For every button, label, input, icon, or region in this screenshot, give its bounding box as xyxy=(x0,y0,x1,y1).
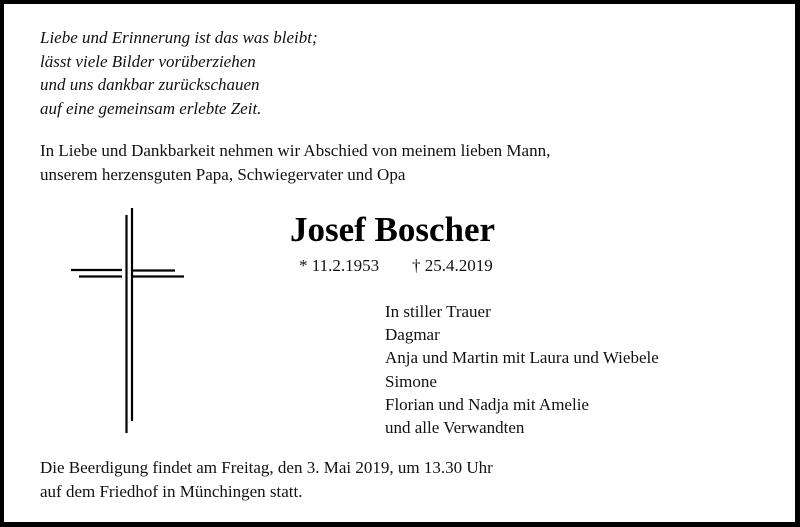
poem-line: Liebe und Erinnerung ist das was bleibt; xyxy=(40,28,318,47)
deceased-name: Josef Boscher xyxy=(290,210,496,249)
mourners-list xyxy=(385,300,659,439)
mourner-line: Dagmar xyxy=(385,325,440,345)
poem xyxy=(40,26,318,120)
mourner-line: Anja und Martin mit Laura und Wiebele xyxy=(385,348,659,368)
funeral-info xyxy=(40,456,493,503)
intro-line: In Liebe und Dankbarkeit nehmen wir Abschied von meinem lieben Mann, xyxy=(40,141,551,160)
funeral-line: auf dem Friedhof in Münchingen statt. xyxy=(40,481,303,501)
poem-line: lässt viele Bilder vorüberziehen xyxy=(40,51,256,71)
intro-text xyxy=(40,139,550,186)
intro-line: unserem herzensguten Papa, Schwiegervater und Opa xyxy=(40,164,406,184)
mourner-line: und alle Verwandten xyxy=(385,418,525,438)
mourner-line: In stiller Trauer xyxy=(385,302,491,321)
birth-date: * 11.2.1953 xyxy=(299,256,380,275)
funeral-line: Die Beerdigung findet am Freitag, den 3. Mai 2019, um 13.30 Uhr xyxy=(40,458,493,477)
poem-line: und uns dankbar zurückschauen xyxy=(40,75,260,94)
poem-line: auf eine gemeinsam erlebte Zeit. xyxy=(40,98,262,118)
mourner-line: Simone xyxy=(385,371,437,391)
mourner-line: Florian und Nadja mit Amelie xyxy=(385,394,589,414)
death-date: † 25.4.2019 xyxy=(412,256,493,275)
